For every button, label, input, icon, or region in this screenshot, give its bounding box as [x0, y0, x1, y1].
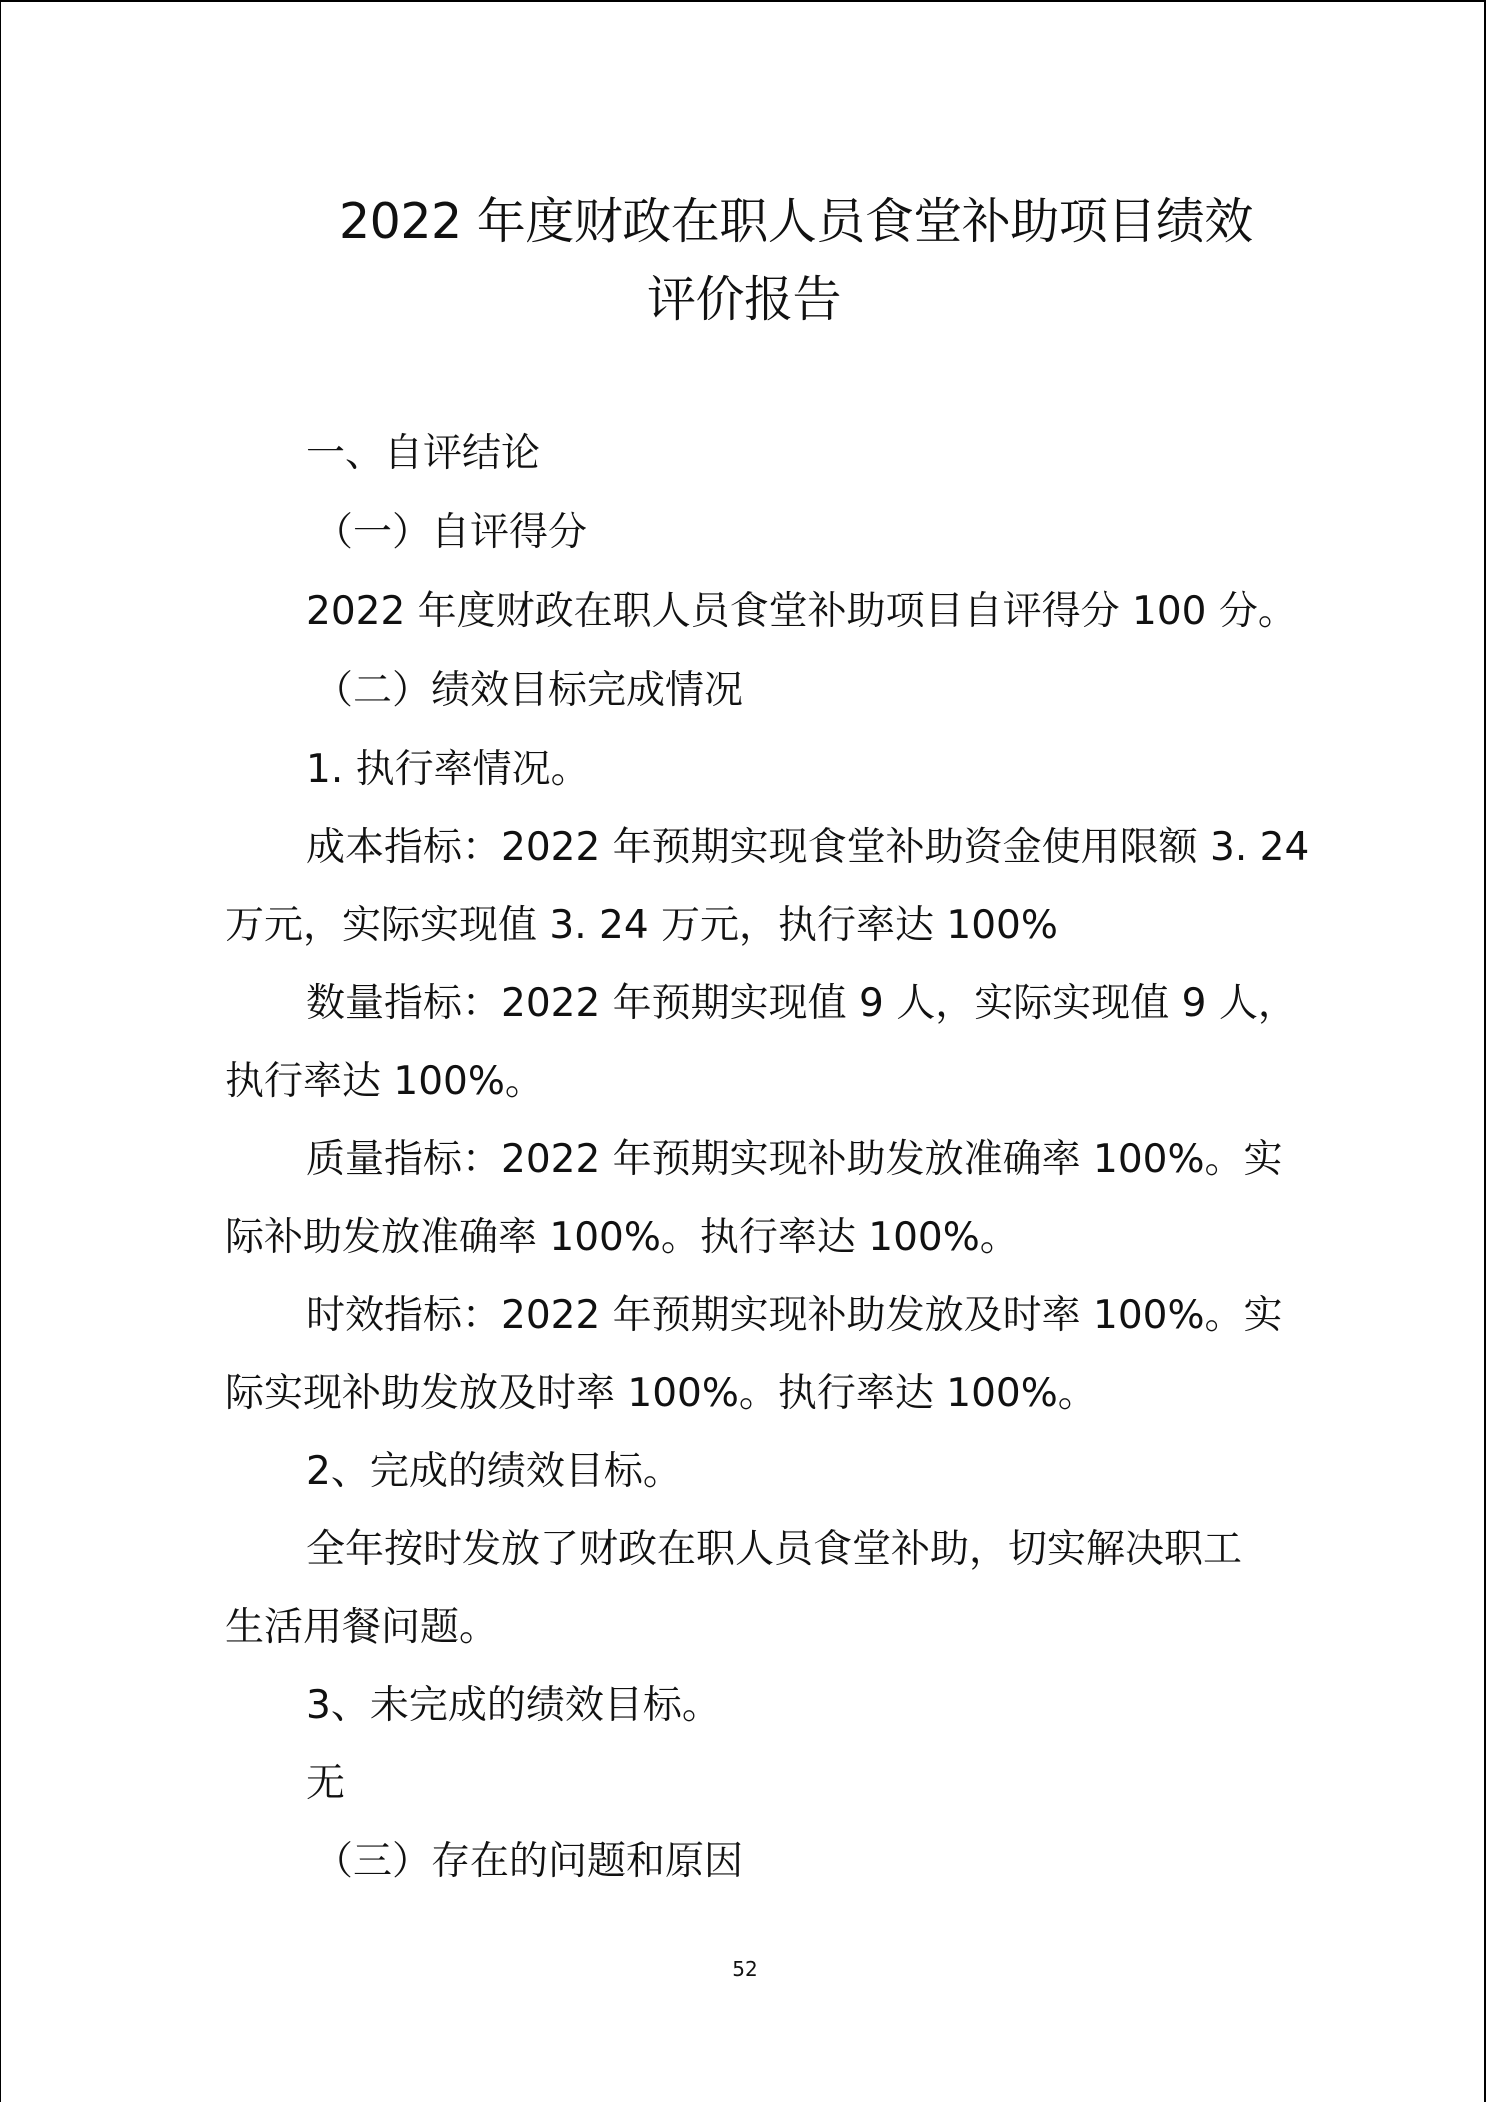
item-heading-execution-rate: 1. 执行率情况。: [306, 747, 590, 792]
quality-indicator-line-2: 际补助发放准确率 100%。执行率达 100%。: [225, 1215, 1019, 1260]
item-heading-uncompleted-goals: 3、未完成的绩效目标。: [306, 1683, 721, 1728]
subsection-heading-goal-completion: （二）绩效目标完成情况: [314, 668, 744, 713]
cost-indicator-line-2: 万元，实际实现值 3. 24 万元，执行率达 100%: [225, 903, 1058, 948]
page-number: 52: [732, 1957, 758, 1981]
quantity-indicator-line-1: 数量指标：2022 年预期实现值 9 人，实际实现值 9 人，: [306, 981, 1297, 1026]
completed-goals-line-2: 生活用餐问题。: [225, 1605, 499, 1650]
uncompleted-goals-text: 无: [306, 1761, 346, 1806]
timeliness-indicator-line-1: 时效指标：2022 年预期实现补助发放及时率 100%。实: [306, 1293, 1283, 1338]
score-paragraph: 2022 年度财政在职人员食堂补助项目自评得分 100 分。: [306, 589, 1297, 634]
cost-indicator-line-1: 成本指标：2022 年预期实现食堂补助资金使用限额 3. 24: [306, 825, 1310, 870]
completed-goals-line-1: 全年按时发放了财政在职人员食堂补助，切实解决职工: [306, 1527, 1243, 1572]
timeliness-indicator-line-2: 际实现补助发放及时率 100%。执行率达 100%。: [225, 1371, 1097, 1416]
subsection-heading-problems: （三）存在的问题和原因: [314, 1839, 744, 1884]
quality-indicator-line-1: 质量指标：2022 年预期实现补助发放准确率 100%。实: [306, 1137, 1283, 1182]
quantity-indicator-line-2: 执行率达 100%。: [225, 1059, 544, 1104]
report-title-line-2: 评价报告: [647, 271, 842, 328]
section-heading-self-evaluation: 一、自评结论: [306, 431, 541, 476]
report-title-line-1: 2022 年度财政在职人员食堂补助项目绩效: [339, 193, 1253, 250]
subsection-heading-score: （一）自评得分: [314, 510, 588, 555]
item-heading-completed-goals: 2、完成的绩效目标。: [306, 1449, 682, 1494]
